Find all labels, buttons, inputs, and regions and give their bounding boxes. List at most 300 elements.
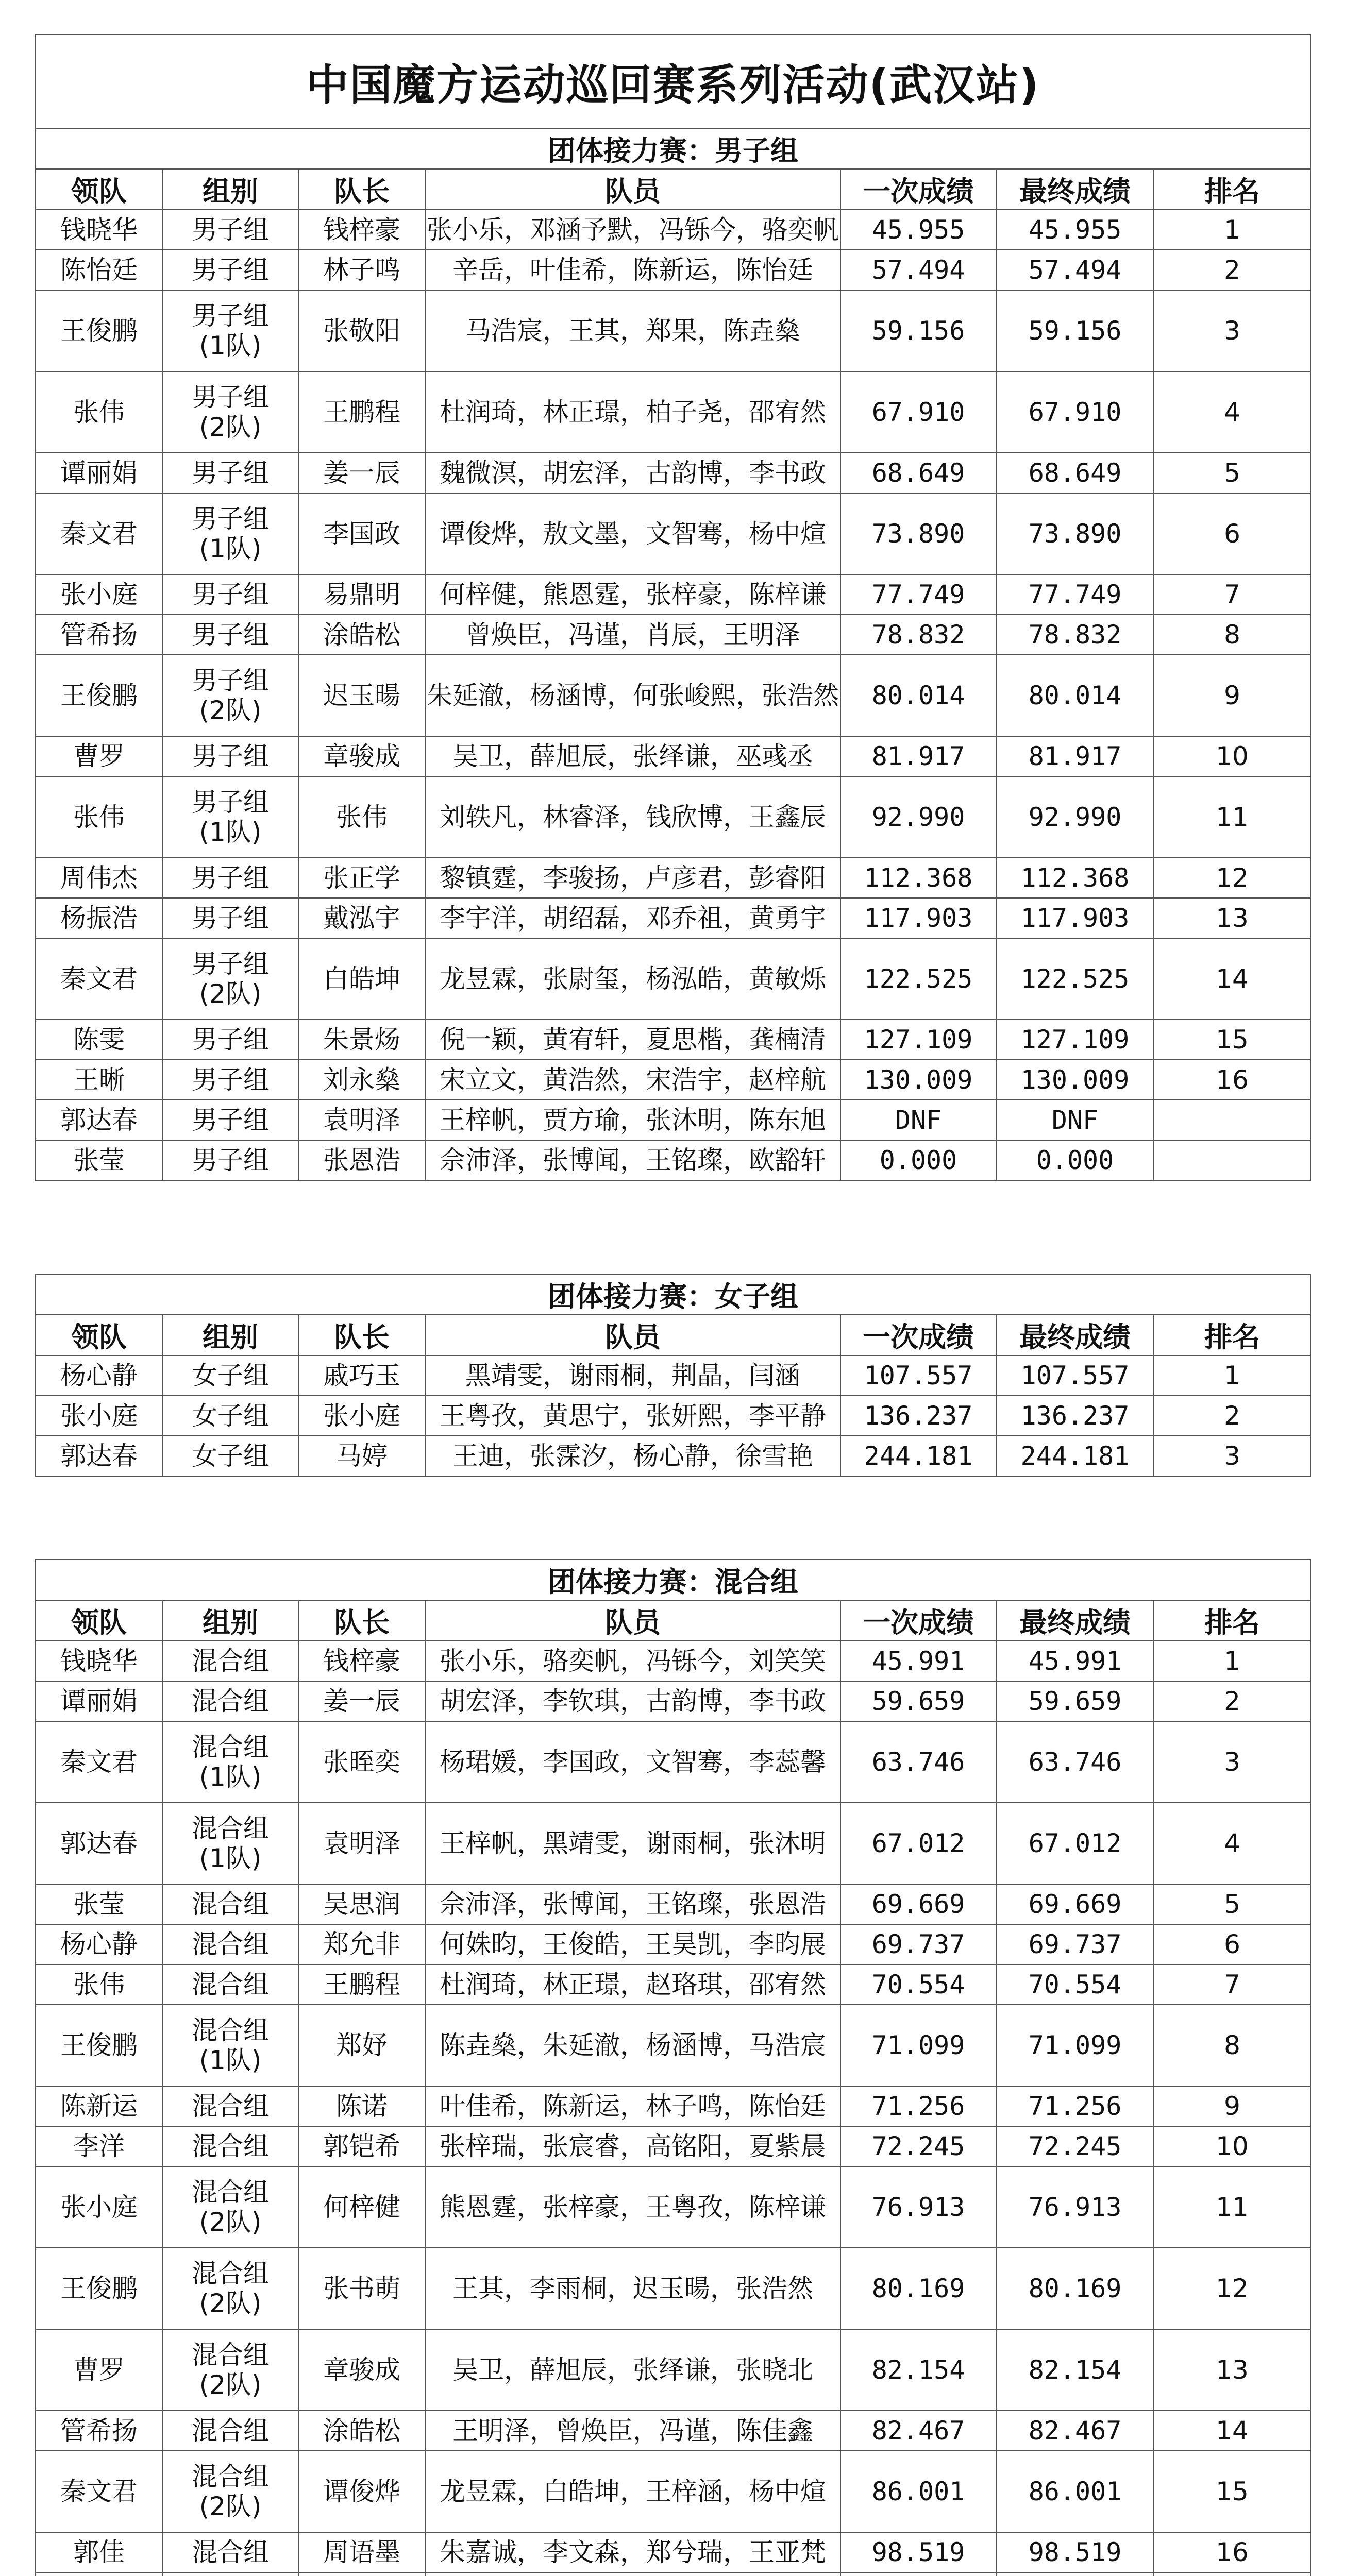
team-label: (1队) <box>199 2045 262 2075</box>
leader-cell: 曹罗 <box>36 736 162 776</box>
table-row <box>36 1803 1310 1884</box>
table-row <box>36 2411 1310 2451</box>
rank-cell: 10 <box>1154 736 1310 776</box>
members-cell: 佘沛泽，张博闻，王铭璨，张恩浩 <box>425 1884 840 1924</box>
captain-cell: 马婷 <box>298 1436 425 1476</box>
members-cell: 李宇洋，胡绍磊，邓乔祖，黄勇宇 <box>425 898 840 938</box>
table-row <box>36 2086 1310 2126</box>
table-row <box>36 736 1310 776</box>
group-cell <box>162 898 298 938</box>
table-row <box>36 2166 1310 2248</box>
table-row <box>36 2451 1310 2532</box>
final-result-cell: 59.156 <box>996 290 1154 371</box>
first-result-cell: 92.990 <box>840 776 996 858</box>
results-table-men <box>35 34 1311 1181</box>
group-label: 混合组 <box>192 1970 269 1999</box>
section-title: 团体接力赛：男子组 <box>36 128 1310 169</box>
first-result-cell: 82.154 <box>840 2329 996 2411</box>
group-cell <box>162 1803 298 1884</box>
members-cell: 朱延澈，杨涵博，何张峻熙，张浩然 <box>425 655 840 736</box>
table-row <box>36 1436 1310 1476</box>
captain-cell: 涂皓松 <box>298 2411 425 2451</box>
group-cell <box>162 1396 298 1436</box>
section-title: 团体接力赛：女子组 <box>36 1274 1310 1315</box>
table-row <box>36 2532 1310 2572</box>
group-label: 男子组 <box>192 255 269 285</box>
section-gap <box>35 1181 1310 1274</box>
header-captain: 队长 <box>298 1315 425 1355</box>
leader-cell: 郭达春 <box>36 1803 162 1884</box>
final-result-cell: 80.169 <box>996 2248 1154 2329</box>
group-cell <box>162 371 298 453</box>
captain-cell: 章骏成 <box>298 736 425 776</box>
group-cell <box>162 1436 298 1476</box>
first-result-cell: 67.910 <box>840 371 996 453</box>
group-cell <box>162 938 298 1020</box>
group-cell <box>162 1355 298 1396</box>
group-cell <box>162 290 298 371</box>
group-label: 混合组 <box>192 1732 269 1762</box>
group-label: 男子组 <box>192 1105 269 1135</box>
first-result-cell: 45.991 <box>840 1641 996 1681</box>
group-label: 混合组 <box>192 1646 269 1676</box>
first-result-cell: 71.099 <box>840 2005 996 2086</box>
table-row <box>36 210 1310 250</box>
group-label: 男子组 <box>192 504 269 534</box>
group-cell <box>162 1140 298 1180</box>
first-result-cell: 63.746 <box>840 1721 996 1803</box>
leader-cell: 杨心静 <box>36 1355 162 1396</box>
header-group: 组别 <box>162 169 298 210</box>
first-result-cell: 76.913 <box>840 2166 996 2248</box>
group-label: 男子组 <box>192 787 269 817</box>
group-label: 男子组 <box>192 301 269 331</box>
first-result-cell: 107.557 <box>840 1355 996 1396</box>
header-row <box>36 169 1310 210</box>
captain-cell: 张恩浩 <box>298 1140 425 1180</box>
members-cell: 熊恩霆，张梓豪，王粤孜，陈梓谦 <box>425 2166 840 2248</box>
group-label: 混合组 <box>192 1814 269 1843</box>
table-row <box>36 1060 1310 1100</box>
captain-cell: 刘永燊 <box>298 1060 425 1100</box>
group-cell <box>162 493 298 574</box>
first-result-cell: 67.012 <box>840 1803 996 1884</box>
leader-cell: 郭达春 <box>36 1100 162 1140</box>
first-result-cell: 78.832 <box>840 615 996 655</box>
members-cell: 王其，李雨桐，迟玉暘，张浩然 <box>425 2248 840 2329</box>
rank-cell: 9 <box>1154 655 1310 736</box>
members-cell: 黎镇霆，李骏扬，卢彦君，彭睿阳 <box>425 858 840 898</box>
group-cell <box>162 2086 298 2126</box>
results-table-women <box>35 1274 1311 1477</box>
captain-cell: 林子鸣 <box>298 250 425 290</box>
captain-cell <box>298 2572 425 2576</box>
members-cell: 王迪，张霂汐，杨心静，徐雪艳 <box>425 1436 840 1476</box>
header-captain: 队长 <box>298 1600 425 1641</box>
rank-cell: 12 <box>1154 2248 1310 2329</box>
first-result-cell: 68.649 <box>840 453 996 493</box>
final-result-cell: 76.913 <box>996 2166 1154 2248</box>
rank-cell: 7 <box>1154 1964 1310 2005</box>
captain-cell: 白皓坤 <box>298 938 425 1020</box>
captain-cell: 郭铠希 <box>298 2126 425 2166</box>
table-row <box>36 1924 1310 1964</box>
group-cell <box>162 2126 298 2166</box>
group-cell <box>162 1721 298 1803</box>
group-label: 混合组 <box>192 1929 269 1959</box>
rank-cell: 1 <box>1154 210 1310 250</box>
rank-cell: 13 <box>1154 2329 1310 2411</box>
members-cell: 龙昱霖，张尉玺，杨泓皓，黄敏烁 <box>425 938 840 1020</box>
first-result-cell: 82.467 <box>840 2411 996 2451</box>
first-result-cell: 130.009 <box>840 1060 996 1100</box>
final-result-cell: 71.099 <box>996 2005 1154 2086</box>
leader-cell: 杨振浩 <box>36 898 162 938</box>
table-row <box>36 1396 1310 1436</box>
final-result-cell: 71.256 <box>996 2086 1154 2126</box>
leader-cell: 陈怡廷 <box>36 250 162 290</box>
group-label: 混合组 <box>192 1686 269 1716</box>
rank-cell: 11 <box>1154 2166 1310 2248</box>
group-cell <box>162 2005 298 2086</box>
rank-cell: 3 <box>1154 290 1310 371</box>
rank-cell: 2 <box>1154 250 1310 290</box>
team-label: (1队) <box>199 1762 262 1792</box>
captain-cell: 王鹏程 <box>298 371 425 453</box>
first-result-cell: 69.737 <box>840 1924 996 1964</box>
group-cell <box>162 1884 298 1924</box>
table-row <box>36 858 1310 898</box>
rank-cell: 16 <box>1154 2532 1310 2572</box>
first-result-cell: 71.256 <box>840 2086 996 2126</box>
leader-cell: 秦文君 <box>36 2451 162 2532</box>
members-cell: 黑靖雯，谢雨桐，荆晶，闫涵 <box>425 1355 840 1396</box>
final-result-cell: 86.001 <box>996 2451 1154 2532</box>
team-label: (1队) <box>199 1843 262 1873</box>
group-label: 男子组 <box>192 1025 269 1055</box>
header-row <box>36 1315 1310 1355</box>
captain-cell: 袁明泽 <box>298 1100 425 1140</box>
members-cell: 王梓帆，贾方瑜，张沐明，陈东旭 <box>425 1100 840 1140</box>
members-cell: 倪一颖，黄宥轩，夏思楷，龚楠清 <box>425 1020 840 1060</box>
first-result-cell: 45.955 <box>840 210 996 250</box>
group-label: 男子组 <box>192 458 269 488</box>
captain-cell: 戴泓宇 <box>298 898 425 938</box>
header-members: 队员 <box>425 1600 840 1641</box>
team-label: (1队) <box>199 331 262 361</box>
final-result-cell: 63.746 <box>996 1721 1154 1803</box>
final-result-cell: 57.494 <box>996 250 1154 290</box>
team-label: (2队) <box>199 696 262 725</box>
first-result-cell: 0.000 <box>840 1140 996 1180</box>
first-result-cell: 59.156 <box>840 290 996 371</box>
final-result-cell: 69.737 <box>996 1924 1154 1964</box>
group-label: 混合组 <box>192 2177 269 2207</box>
group-label: 女子组 <box>192 1401 269 1431</box>
captain-cell: 谭俊烨 <box>298 2451 425 2532</box>
rank-cell: 12 <box>1154 858 1310 898</box>
leader-cell: 郭达春 <box>36 1436 162 1476</box>
header-rank: 排名 <box>1154 169 1310 210</box>
members-cell: 佘沛泽，张博闻，王铭璨，欧豁轩 <box>425 1140 840 1180</box>
leader-cell: 张伟 <box>36 371 162 453</box>
captain-cell: 张小庭 <box>298 1396 425 1436</box>
first-result-cell <box>840 2572 996 2576</box>
group-label: 混合组 <box>192 2340 269 2370</box>
first-result-cell: 73.890 <box>840 493 996 574</box>
final-result-cell: 117.903 <box>996 898 1154 938</box>
rank-cell: 6 <box>1154 493 1310 574</box>
group-label: 男子组 <box>192 666 269 696</box>
final-result-cell: 80.014 <box>996 655 1154 736</box>
group-label: 混合组 <box>192 2537 269 2567</box>
group-cell <box>162 2451 298 2532</box>
leader-cell: 王晰 <box>36 1060 162 1100</box>
header-first-result: 一次成绩 <box>840 1315 996 1355</box>
group-label: 女子组 <box>192 1441 269 1471</box>
team-label: (2队) <box>199 412 262 442</box>
first-result-cell: 86.001 <box>840 2451 996 2532</box>
captain-cell: 郑允非 <box>298 1924 425 1964</box>
leader-cell: 郭佳 <box>36 2532 162 2572</box>
leader-cell: 陈新运 <box>36 2086 162 2126</box>
first-result-cell: 122.525 <box>840 938 996 1020</box>
rank-cell: 11 <box>1154 776 1310 858</box>
rank-cell: 14 <box>1154 2411 1310 2451</box>
final-result-cell: 67.012 <box>996 1803 1154 1884</box>
members-cell: 辛岳，叶佳希，陈新运，陈怡廷 <box>425 250 840 290</box>
group-label: 男子组 <box>192 620 269 650</box>
table-row <box>36 1020 1310 1060</box>
rank-cell: 4 <box>1154 1803 1310 1884</box>
leader-cell: 钱晓华 <box>36 210 162 250</box>
final-result-cell: 98.519 <box>996 2532 1154 2572</box>
table-row <box>36 1140 1310 1180</box>
group-label: 男子组 <box>192 949 269 979</box>
header-leader: 领队 <box>36 169 162 210</box>
group-cell <box>162 1641 298 1681</box>
leader-cell: 谭丽娟 <box>36 453 162 493</box>
page-title: 中国魔方运动巡回赛系列活动(武汉站) <box>36 35 1310 128</box>
group-label: 男子组 <box>192 1065 269 1095</box>
final-result-cell: 45.955 <box>996 210 1154 250</box>
captain-cell: 章骏成 <box>298 2329 425 2411</box>
group-cell <box>162 250 298 290</box>
captain-cell: 陈诺 <box>298 2086 425 2126</box>
results-document <box>35 34 1310 2576</box>
group-cell <box>162 858 298 898</box>
group-label: 混合组 <box>192 2131 269 2161</box>
members-cell: 杜润琦，林正璟，赵珞琪，邵宥然 <box>425 1964 840 2005</box>
group-cell <box>162 1681 298 1721</box>
rank-cell: 4 <box>1154 371 1310 453</box>
table-row <box>36 371 1310 453</box>
members-cell: 马浩宸，王其，郑果，陈垚燊 <box>425 290 840 371</box>
members-cell: 谭俊烨，敖文墨，文智骞，杨中煊 <box>425 493 840 574</box>
group-cell <box>162 1964 298 2005</box>
final-result-cell: 112.368 <box>996 858 1154 898</box>
final-result-cell: 72.245 <box>996 2126 1154 2166</box>
rank-cell: 5 <box>1154 453 1310 493</box>
group-cell <box>162 2329 298 2411</box>
final-result-cell: 92.990 <box>996 776 1154 858</box>
members-cell: 吴卫，薛旭辰，张绎谦，张晓北 <box>425 2329 840 2411</box>
captain-cell: 钱梓豪 <box>298 210 425 250</box>
members-cell: 杜润琦，林正璟，柏子尧，邵宥然 <box>425 371 840 453</box>
first-result-cell: 80.014 <box>840 655 996 736</box>
first-result-cell: 57.494 <box>840 250 996 290</box>
header-members: 队员 <box>425 169 840 210</box>
captain-cell: 迟玉暘 <box>298 655 425 736</box>
rank-cell: 1 <box>1154 1641 1310 1681</box>
first-result-cell: 59.659 <box>840 1681 996 1721</box>
rank-cell: 2 <box>1154 1681 1310 1721</box>
members-cell: 何姝昀，王俊皓，王昊凯，李昀展 <box>425 1924 840 1964</box>
header-first-result: 一次成绩 <box>840 169 996 210</box>
members-cell: 朱嘉诚，李文森，郑兮瑞，王亚梵 <box>425 2532 840 2572</box>
first-result-cell: 127.109 <box>840 1020 996 1060</box>
final-result-cell: 136.237 <box>996 1396 1154 1436</box>
leader-cell: 秦文君 <box>36 938 162 1020</box>
section-title: 团体接力赛：混合组 <box>36 1560 1310 1600</box>
group-cell <box>162 776 298 858</box>
group-label: 混合组 <box>192 2091 269 2121</box>
final-result-cell: 68.649 <box>996 453 1154 493</box>
captain-cell: 李国政 <box>298 493 425 574</box>
rank-cell <box>1154 1140 1310 1180</box>
group-cell <box>162 655 298 736</box>
group-label: 混合组 <box>192 2462 269 2492</box>
table-row <box>36 453 1310 493</box>
leader-cell: 王俊鹏 <box>36 290 162 371</box>
leader-cell: 李洋 <box>36 2126 162 2166</box>
first-result-cell: 81.917 <box>840 736 996 776</box>
group-cell <box>162 2248 298 2329</box>
group-cell <box>162 453 298 493</box>
table-row <box>36 2005 1310 2086</box>
group-label: 混合组 <box>192 1889 269 1919</box>
table-row <box>36 1355 1310 1396</box>
leader-cell: 张伟 <box>36 1964 162 2005</box>
header-rank: 排名 <box>1154 1315 1310 1355</box>
rank-cell: 2 <box>1154 1396 1310 1436</box>
rank-cell: 7 <box>1154 574 1310 615</box>
final-result-cell: 82.467 <box>996 2411 1154 2451</box>
table-row <box>36 2248 1310 2329</box>
captain-cell: 何梓健 <box>298 2166 425 2248</box>
table-row <box>36 1641 1310 1681</box>
captain-cell: 姜一辰 <box>298 453 425 493</box>
table-row <box>36 1884 1310 1924</box>
members-cell: 宋立文，黄浩然，宋浩宇，赵梓航 <box>425 1060 840 1100</box>
table-row <box>36 1681 1310 1721</box>
leader-cell: 王俊鹏 <box>36 655 162 736</box>
first-result-cell: 77.749 <box>840 574 996 615</box>
table-row <box>36 1964 1310 2005</box>
first-result-cell: 117.903 <box>840 898 996 938</box>
members-cell: 吴卫，薛旭辰，张绎谦，巫彧丞 <box>425 736 840 776</box>
leader-cell <box>36 2572 162 2576</box>
members-cell: 曾焕臣，冯谨，肖辰，王明泽 <box>425 615 840 655</box>
rank-cell: 5 <box>1154 1884 1310 1924</box>
group-cell <box>162 1100 298 1140</box>
final-result-cell: 130.009 <box>996 1060 1154 1100</box>
table-row <box>36 655 1310 736</box>
captain-cell: 姜一辰 <box>298 1681 425 1721</box>
captain-cell: 张书萌 <box>298 2248 425 2329</box>
final-result-cell: 127.109 <box>996 1020 1154 1060</box>
final-result-cell: 122.525 <box>996 938 1154 1020</box>
members-cell: 王明泽，曾焕臣，冯谨，陈佳鑫 <box>425 2411 840 2451</box>
final-result-cell: 0.000 <box>996 1140 1154 1180</box>
final-result-cell: 82.154 <box>996 2329 1154 2411</box>
leader-cell: 秦文君 <box>36 493 162 574</box>
header-group: 组别 <box>162 1600 298 1641</box>
rank-cell: 13 <box>1154 898 1310 938</box>
rank-cell: 8 <box>1154 2005 1310 2086</box>
rank-cell: 8 <box>1154 615 1310 655</box>
captain-cell: 周语墨 <box>298 2532 425 2572</box>
members-cell: 张小乐，骆奕帆，冯铄今，刘笑笑 <box>425 1641 840 1681</box>
rank-cell: 3 <box>1154 1721 1310 1803</box>
first-result-cell: 80.169 <box>840 2248 996 2329</box>
captain-cell: 易鼎明 <box>298 574 425 615</box>
first-result-cell: 70.554 <box>840 1964 996 2005</box>
members-cell: 叶佳希，陈新运，林子鸣，陈怡廷 <box>425 2086 840 2126</box>
group-label: 混合组 <box>192 2015 269 2045</box>
final-result-cell: 77.749 <box>996 574 1154 615</box>
captain-cell: 涂皓松 <box>298 615 425 655</box>
group-cell <box>162 2166 298 2248</box>
table-row <box>36 574 1310 615</box>
group-label: 混合组 <box>192 2416 269 2446</box>
final-result-cell: 107.557 <box>996 1355 1154 1396</box>
rank-cell: 14 <box>1154 938 1310 1020</box>
group-cell <box>162 2572 298 2576</box>
group-label: 男子组 <box>192 580 269 609</box>
leader-cell: 钱晓华 <box>36 1641 162 1681</box>
captain-cell: 张敬阳 <box>298 290 425 371</box>
first-result-cell: 136.237 <box>840 1396 996 1436</box>
first-result-cell: 69.669 <box>840 1884 996 1924</box>
table-row <box>36 250 1310 290</box>
rank-cell: 1 <box>1154 1355 1310 1396</box>
final-result-cell: 45.991 <box>996 1641 1154 1681</box>
members-cell: 刘轶凡，林睿泽，钱欣博，王鑫辰 <box>425 776 840 858</box>
rank-cell: 16 <box>1154 1060 1310 1100</box>
group-label: 男子组 <box>192 1145 269 1175</box>
leader-cell: 王俊鹏 <box>36 2005 162 2086</box>
members-cell: 王粤孜，黄思宁，张妍熙，李平静 <box>425 1396 840 1436</box>
group-cell <box>162 2532 298 2572</box>
members-cell: 胡宏泽，李钦琪，古韵博，李书政 <box>425 1681 840 1721</box>
table-row <box>36 2572 1310 2576</box>
group-cell <box>162 1924 298 1964</box>
rank-cell <box>1154 1100 1310 1140</box>
table-row <box>36 290 1310 371</box>
team-label: (2队) <box>199 2492 262 2521</box>
members-cell: 陈垚燊，朱延澈，杨涵博，马浩宸 <box>425 2005 840 2086</box>
final-result-cell: 69.669 <box>996 1884 1154 1924</box>
group-label: 男子组 <box>192 903 269 933</box>
header-captain: 队长 <box>298 169 425 210</box>
rank-cell: 9 <box>1154 2086 1310 2126</box>
header-final-result: 最终成绩 <box>996 169 1154 210</box>
table-row <box>36 776 1310 858</box>
leader-cell: 曹罗 <box>36 2329 162 2411</box>
members-cell: 张小乐，邓涵予默，冯铄今，骆奕帆 <box>425 210 840 250</box>
rank-cell: 6 <box>1154 1924 1310 1964</box>
